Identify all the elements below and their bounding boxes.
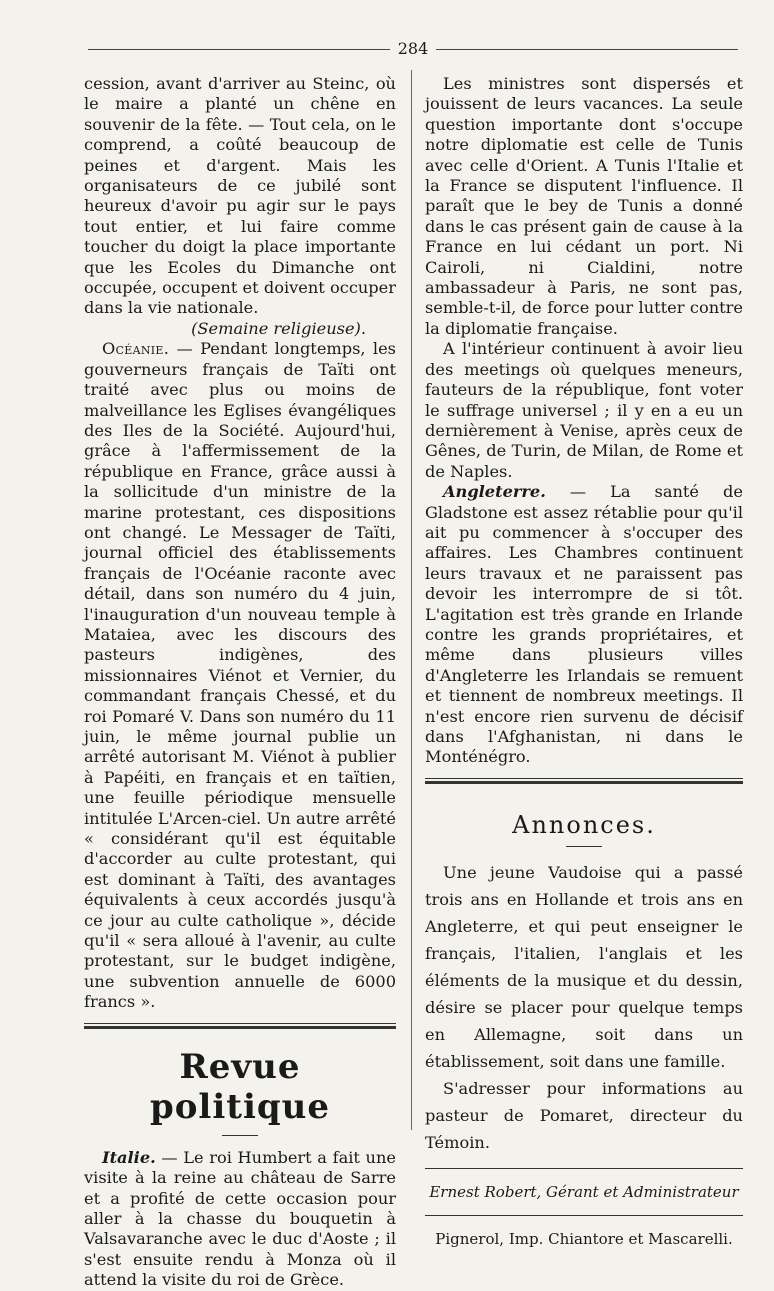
column-divider [411,70,412,1130]
source-citation: (Semaine religieuse). [191,318,366,338]
angleterre-heading: Angleterre. [443,482,546,502]
header-rule-left [88,49,390,50]
imprimerie-line: Pignerol, Imp. Chiantore et Mascarelli. [435,1229,733,1248]
header-rule-right [436,49,738,50]
page-number: 284 [397,39,429,58]
italie-paragraph: Italie. — Le roi Humbert a fait une visite à la reine au château de Sarre et a profité de cette occasion pour aller à la chasse du bouquetin à Valsavaranche avec le duc d'Aoste ; il s'est ensuite rendu à Monza où il attend la visite du roi de Grèce. [84,1147,396,1290]
oceanie-paragraph: Océanie. — Pendant longtemps, les gouverneurs français de Taïti ont traité avec plus ou moins de malveillance les Eglises évangéliques des Iles de la Société. Aujourd'hui, grâce à l'affermissement de la république en France, grâce aussi à la sollicitude d'un ministre de la marine protestant, ces dispositions ont changé. Le Messager de Taïti, journal officiel des établissements français de l'Océanie raconte avec détail, dans son numéro du 4 juin, l'inauguration d'un nouveau temple à Mataiea, avec les discours des pasteurs indigènes, des missionnaires Viénot et Vernier, du commandant français Chessé, et du roi Pomaré V. Dans son numéro du 11 juin, le même journal publie un arrêté autorisant M. Viénot à publier à Papéiti, en français et en taïtien, une feuille périodique mensuelle intitulée L'Arcen-ciel. Un autre arrêté « considérant qu'il est équitable d'accorder au culte protestant, qui est dominant à Taïti, des avantages équivalents à ceux accordés jusqu'à ce jour au culte catholique », décide qu'il « sera alloué à l'avenir, au culte protestant, sur le budget indigène, une subvention annuelle de 6000 francs ». [84,339,396,1012]
annonce-paragraph: Une jeune Vaudoise qui a passé trois ans en Hollande et trois ans en Angleterre, et qui peut enseigner le français, l'italien, l'anglais et les éléments de la musique et du dessin, désire se placer pour quelque temps en Allemagne, soit dans un établissement, soit dans une famille. [425,862,743,1071]
annonces-title: Annonces. [512,810,656,839]
section-rule [84,1023,396,1029]
left-column [84,74,396,1291]
jubilee-paragraph: cession, avant d'arriver au Steinc, où le maire a planté un chêne en souvenir de la fête. — Tout cela, on le comprend, a coûté beaucoup de peines et d'argent. Mais les organisateurs de ce jubilé sont heureux d'avoir pu agir sur le pays tout entier, et lui faire comme toucher du doigt la place importante que les Ecoles du Dimanche ont occupée, occupent et doivent occuper dans la vie nationale. [84,74,396,318]
footer-rule-bottom [425,1215,743,1216]
annonces-rule [425,778,743,784]
title-dash [222,1135,258,1136]
oceanie-heading: Océanie. [102,339,170,359]
gerant-line: Ernest Robert, Gérant et Administrateur [429,1182,739,1201]
right-column [425,74,743,1250]
contact-paragraph: S'adresser pour informations au pasteur de Pomaret, directeur du Témoin. [425,1078,743,1152]
page-header [88,38,738,60]
revue-politique-title: Revue politique [149,1046,331,1127]
footer-rule-top [425,1168,743,1169]
angleterre-paragraph: Angleterre. — La santé de Gladstone est assez rétablie pour qu'il ait pu commencer à s'occuper des affaires. Les Chambres continuent leurs travaux et ne paraissent pas devoir les interrompre de si tôt. L'agitation est très grande en Irlande contre les grands propriétaires, et même dans plusieurs villes d'Angleterre les Irlandais se remuent et tiennent de nombreux meetings. Il n'est encore rien survenu de décisif dans l'Afghanistan, ni dans le Monténégro. [425,482,743,767]
italie-heading: Italie. [102,1147,156,1167]
meetings-paragraph: A l'intérieur continuent à avoir lieu des meetings où quelques meneurs, fauteurs de la république, font voter le suffrage universel ; il y en a eu un dernièrement à Venise, après ceux de Gênes, de Turin, de Milan, de Rome et de Naples. [425,339,743,481]
diplomatie-paragraph: Les ministres sont dispersés et jouissent de leurs vacances. La seule question importante dont s'occupe notre diplomatie est celle de Tunis avec celle d'Orient. A Tunis l'Italie et la France se disputent l'influence. Il paraît que le bey de Tunis a donné dans le cas présent gain de cause à la France en lui cédant un port. Ni Cairoli, ni Cialdini, notre ambassadeur à Paris, ne sont pas, semble-t-il, de force pour lutter contre la diplomatie française. [425,74,743,338]
annonces-dash [566,846,602,847]
